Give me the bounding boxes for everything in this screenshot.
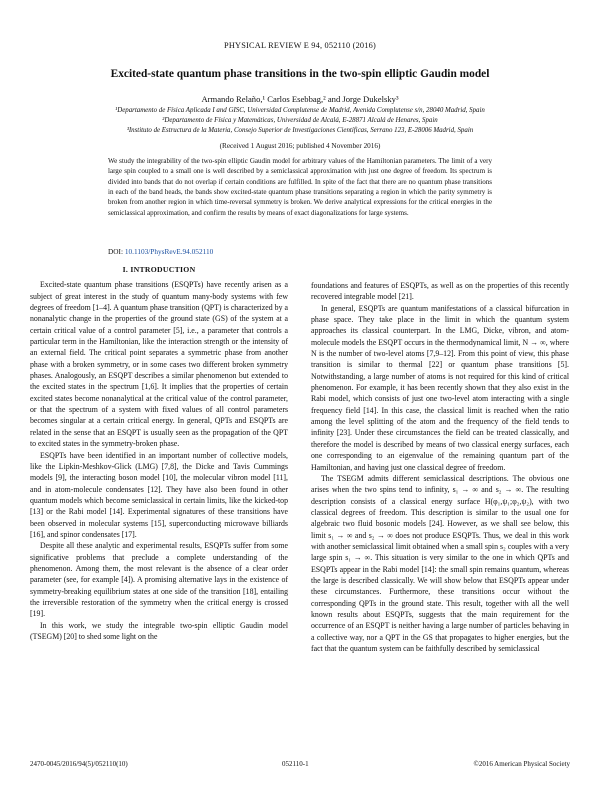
- affiliation-1: ¹Departamento de Física Aplicada I and GISC, Universidad Complutense de Madrid, Avenida Complutense s/n, 28040 Madrid, Spain: [115, 107, 485, 114]
- paragraph: In this work, we study the integrable two-spin elliptic Gaudin model (TSEGM) [20] to shed some light on the: [30, 620, 288, 641]
- left-column: [30, 264, 288, 642]
- received-dates: (Received 1 August 2016; published 4 November 2016): [219, 142, 381, 150]
- doi-label: DOI:: [108, 247, 123, 256]
- paper-title: Excited-state quantum phase transitions in the two-spin elliptic Gaudin model: [110, 68, 490, 80]
- journal-header: PHYSICAL REVIEW E 94, 052110 (2016): [224, 41, 376, 50]
- page-number: 052110-1: [282, 760, 309, 768]
- affiliation-2: ²Departamento de Física y Matemáticas, Universidad de Alcalá, E-28871 Alcalá de Henares, Spain: [162, 117, 438, 124]
- paragraph: ESQPTs have been identified in an important number of collective models, like the Lipkin-Meshkov-Glick (LMG) [7,8], the Dicke and Tavis Cummings models [9], the interacting boson model [10], the molecular vibron model [11], and in atom-molecule condensates [12]. They have also been found in other quantum models which become semiclassical in certain limits, like the kicked-top [13] or the Rabi model [14]. Experimental signatures of these transitions have been observed in molecular systems [15], superconducting microwave billiards [16], and spinor condensates [17].: [30, 450, 288, 539]
- paragraph: The TSEGM admits different semiclassical descriptions. The obvious one arises when the two spins tend to infinity, s₁ → ∞ and s₂ → ∞. The resulting description consists of a classical energy surface H(φ₁,ψ₁;φ₂,ψ₂), with two classical degrees of freedom. This description is similar to the usual one for algebraic two fluid bosonic models [24]. However, as we shall see below, this limit s₁ → ∞ and s₂ → ∞ does not produce ESQPTs. Thus, we deal in this work with another semiclassical limit obtained when a small spin s₂ couples with a very large spin s₁ → ∞. This situation is very similar to the one in which QPTs and ESQPTs appear in the Rabi model [14]: the small spin remains quantum, whereas the large is described classically. We will show below that ESQPTs appear under these circumstances. Furthermore, these transitions occur without the corresponding QPTs in the ground state. This result, together with all the well known results about ESQPTs, suggests that the main requirement for the occurrence of an ESQPT is neither having a large number of particles behaving in a collective way, nor a QPT in the GS that propagates to higher energies, but the fact that the quantum system can be faithfully described by semiclassical: [311, 473, 569, 653]
- paragraph: Excited-state quantum phase transitions (ESQPTs) have recently arisen as a subject of great interest in the study of quantum many-body systems with few degrees of freedom [1–4]. A quantum phase transition (QPT) is characterized by a nonanalytic change in the properties of the ground state (GS) of the system at a certain critical value of a control parameter [5], i.e., a parameter that controls a particular term in the Hamiltonian, like the interaction strength or the intensity of an external field. The critical point separates a symmetric phase from another phase with a broken symmetry, or in some cases two different broken symmetry phases. Analogously, an ESQPT describes a similar phenomenon but extended to the excited states in the spectrum [1,6]. It implies that the properties of certain excited states become nonanalytical at the critical value of the control parameter, or that the spectrum of a system with fixed values of all control parameters becomes singular at a certain critical energy. In general, QPTs and ESQPTs are related in the sense that an ESQPT is usually seen as the propagation of the QPT to excited states in the symmetry-broken phase.: [30, 280, 288, 449]
- copyright: ©2016 American Physical Society: [473, 760, 570, 768]
- section-heading: I. INTRODUCTION: [122, 265, 196, 274]
- affiliation-3: ³Instituto de Estructura de la Materia, Consejo Superior de Investigaciones Científicas, Serrano 123, E-28006 Madrid, Spain: [126, 127, 474, 134]
- footer-issn: 2470-0045/2016/94(5)/052110(10): [30, 760, 128, 768]
- doi-line: [108, 247, 213, 256]
- right-column: [311, 280, 569, 654]
- doi-link[interactable]: 10.1103/PhysRevE.94.052110: [124, 247, 214, 256]
- author-list: Armando Relaño,¹ Carlos Esebbag,² and Jorge Dukelsky³: [201, 94, 399, 104]
- paragraph: In general, ESQPTs are quantum manifestations of a classical bifurcation in phase space. They take place in the limit in which the quantum system approaches its classical counterpart. In the LMG, Dicke, vibron, and atom-molecule models the ESQPT occurs in the thermodynamical limit, N → ∞, where N is the number of two-level atoms [7,9–12]. From this point of view, this phase transition is similar to thermal [22] or quantum phase transitions [5]. Notwithstanding, a large number of atoms is not required for this kind of critical phenomenon. For example, it has been recently shown that they also exist in the Rabi model, which consists of just one two-level atom interacting with a single frequency field [14]. In this case, the classical limit is reached when the ratio among the level splitting of the atom and the frequency of the field tends to infinity [23]. Under these circumstances the field can be treated classically, and therefore the model is described by means of two classical energy surfaces, each one corresponding to an eigenvalue of the remaining quantum part of the Hamiltonian, and having just one classical degree of freedom.: [311, 303, 569, 472]
- abstract: We study the integrability of the two-spin elliptic Gaudin model for arbitrary values of the Hamiltonian parameters. The limit of a very large spin coupled to a small one is well described by a semiclassical approximation with just one degree of freedom. Its spectrum is divided into bands that do not overlap if certain conditions are fulfilled. In spite of the fact that there are no quantum phase transitions in each of the band heads, the bands show excited-state quantum phase transitions separating a region in which the parity symmetry is broken from another region in which time-reversal symmetry is broken. We derive analytical expressions for the critical energies in the semiclassical approximation, and confirm the results by means of exact diagonalizations for large systems.: [108, 157, 492, 217]
- paragraph-continuation: foundations and features of ESQPTs, as well as on the properties of this recently recovered integrable model [21].: [311, 281, 569, 302]
- paragraph: Despite all these analytic and experimental results, ESQPTs suffer from some significative problems that preclude a complete understanding of the phenomenon. Among them, the most relevant is the absence of a clear order parameter (see, for example [4]). A promising alternative lays in the existence of symmetry-breaking equilibrium states at one side of the transition [18], entailing the irreversible restoration of the symmetry when the critical energy is crossed [19].: [30, 541, 288, 619]
